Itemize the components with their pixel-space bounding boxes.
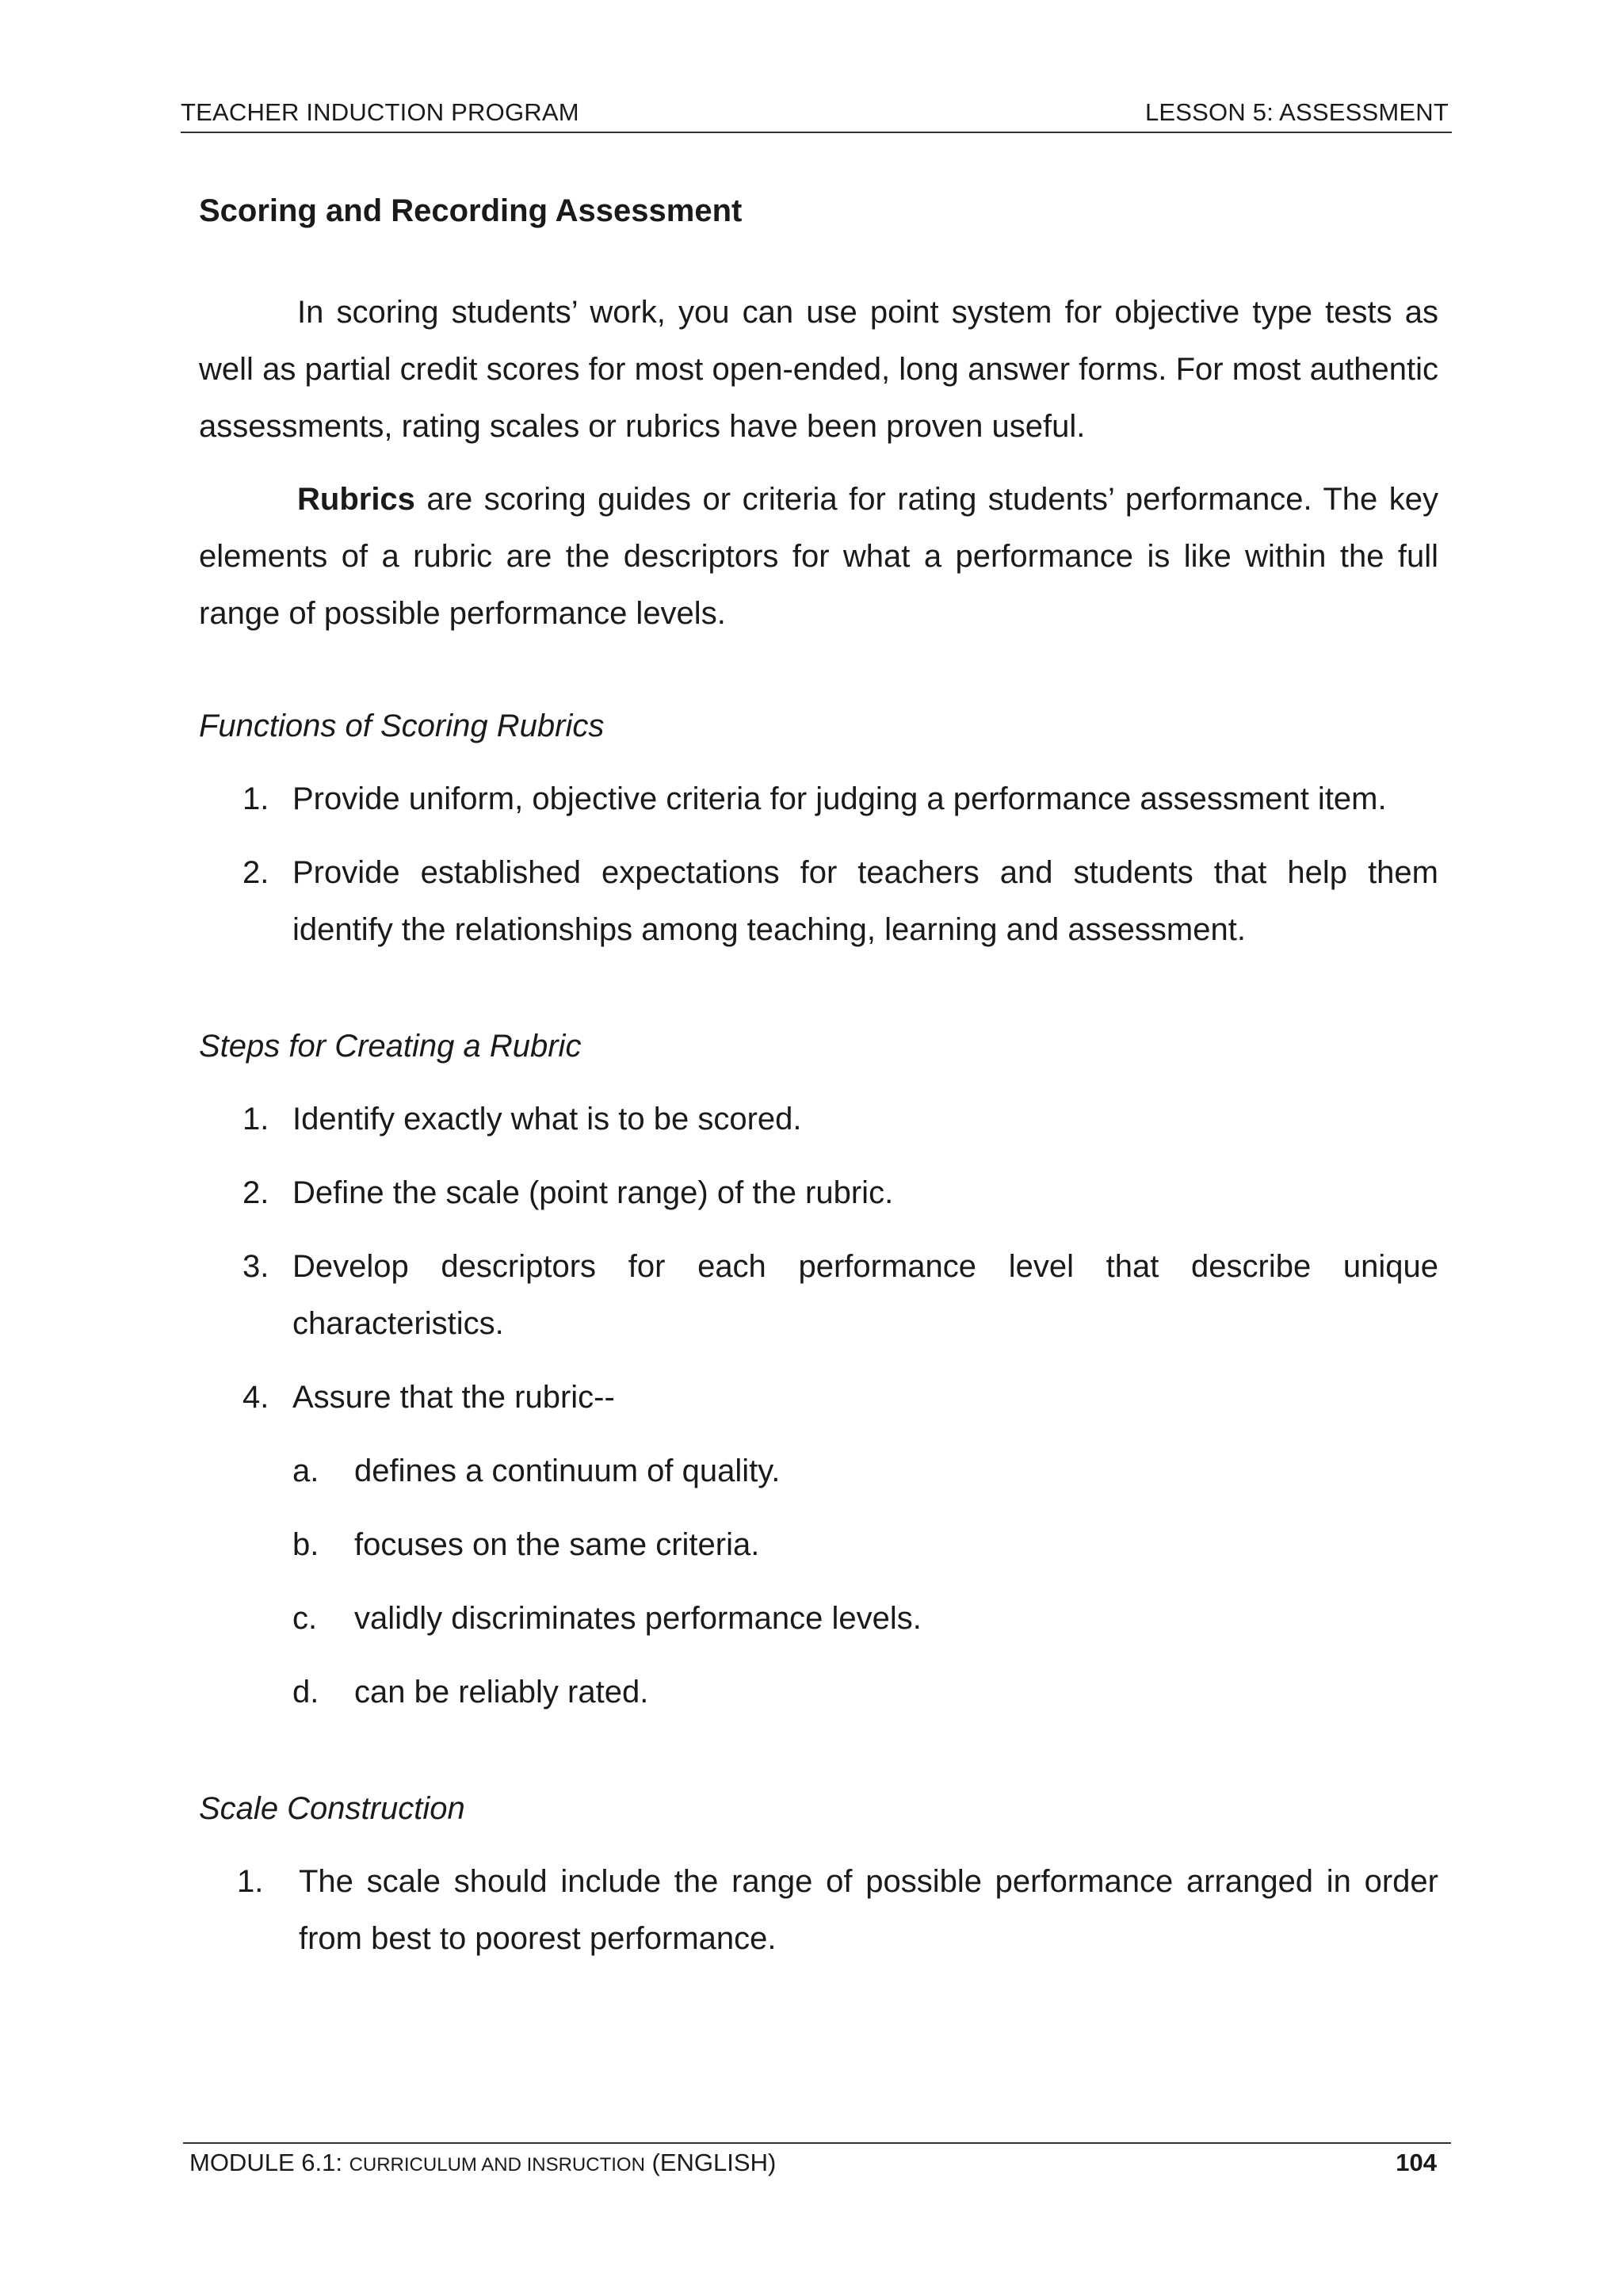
list-text: The scale should include the range of possible performance arranged in order from best to poorest performance.: [299, 1864, 1438, 1956]
sublist-letter: d.: [292, 1675, 319, 1710]
list-text: Define the scale (point range) of the rubric.: [292, 1175, 894, 1210]
page-number: 104: [1396, 2149, 1437, 2176]
list-text: Provide established expectations for teachers and students that help them identify the relationships among teaching, learning and assessment.: [292, 855, 1438, 947]
list-text: Identify exactly what is to be scored.: [292, 1102, 802, 1137]
scale-heading: Scale Construction: [199, 1791, 465, 1826]
sublist-text: can be reliably rated.: [354, 1675, 649, 1710]
list-text: Develop descriptors for each performance level that describe unique characteristics.: [292, 1249, 1438, 1341]
list-number: 1.: [237, 1864, 264, 1899]
page-footer: [183, 2142, 1451, 2183]
list-item: [199, 1164, 1438, 1221]
intro-paragraph: In scoring students’ work, you can use point system for objective type tests as well as partial credit scores for most open-ended, long answer forms. For most authentic assessments, rating scales or rubrics have been proven useful.: [199, 295, 1438, 444]
list-item: [199, 1369, 1438, 1426]
sublist-item: [199, 1590, 1438, 1647]
footer-course: CURRICULUM AND INSRUCTION: [349, 2154, 645, 2176]
functions-heading: Functions of Scoring Rubrics: [199, 709, 605, 743]
list-text: Assure that the rubric--: [292, 1380, 615, 1415]
list-item: [199, 770, 1438, 827]
page-header: [181, 97, 1452, 133]
footer-language: (ENGLISH): [644, 2149, 777, 2176]
list-number: 4.: [242, 1380, 269, 1415]
list-number: 3.: [242, 1249, 269, 1284]
sublist-item: [199, 1516, 1438, 1573]
rubrics-definition: are scoring guides or criteria for rating students’ performance. The key elements of a rubric are the descriptors for what a performance is like within the full range of possible performance levels.: [199, 482, 1438, 631]
footer-module-title: [189, 2149, 776, 2177]
sublist-item: [199, 1442, 1438, 1499]
functions-list: [199, 770, 1438, 958]
sublist-text: defines a continuum of quality.: [354, 1454, 781, 1488]
header-lesson-title: LESSON 5: ASSESSMENT: [1144, 98, 1449, 126]
rubrics-term: Rubrics: [297, 482, 415, 517]
steps-list: [199, 1091, 1438, 1426]
list-item: [199, 1853, 1438, 1967]
section-title: Scoring and Recording Assessment: [199, 193, 743, 228]
sublist-letter: a.: [292, 1454, 319, 1488]
list-item: [199, 1091, 1438, 1148]
list-number: 2.: [242, 1175, 269, 1210]
sublist-letter: b.: [292, 1527, 319, 1562]
list-item: [199, 1238, 1438, 1352]
scale-list: [199, 1853, 1438, 1967]
list-text: Provide uniform, objective criteria for judging a performance assessment item.: [292, 781, 1387, 816]
list-item: [199, 844, 1438, 958]
footer-module: MODULE 6.1:: [189, 2149, 349, 2176]
list-number: 2.: [242, 855, 269, 890]
rubric-criteria-sublist: [199, 1442, 1438, 1721]
sublist-text: validly discriminates performance levels.: [354, 1601, 922, 1636]
list-number: 1.: [242, 1102, 269, 1137]
list-number: 1.: [242, 781, 269, 816]
sublist-item: [199, 1664, 1438, 1721]
steps-heading: Steps for Creating a Rubric: [199, 1029, 582, 1064]
sublist-letter: c.: [292, 1601, 318, 1636]
rubrics-paragraph: [199, 471, 1438, 642]
sublist-text: focuses on the same criteria.: [354, 1527, 760, 1562]
page-content: [199, 190, 1438, 1984]
header-program-title: TEACHER INDUCTION PROGRAM: [181, 98, 579, 126]
